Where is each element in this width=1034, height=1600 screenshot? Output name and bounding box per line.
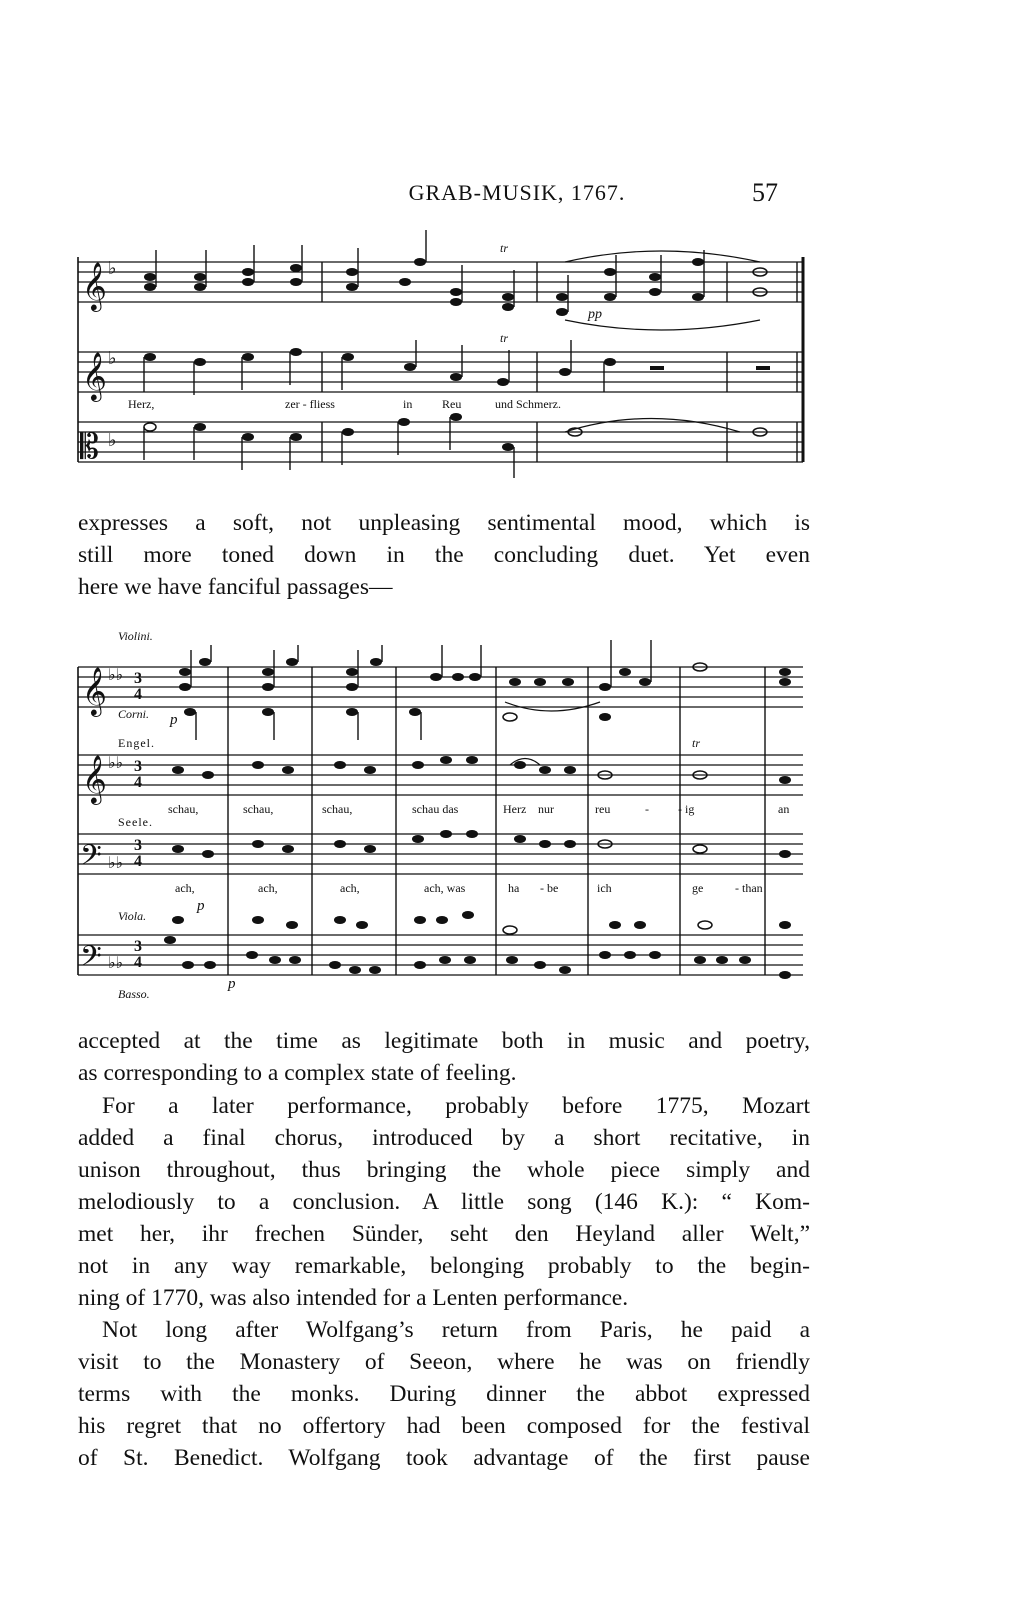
- text-line: here we have fanciful passages—: [78, 574, 393, 600]
- paragraph-2: [78, 1025, 810, 1089]
- text-line: added a final chorus, introduced by a short recitative, in: [78, 1125, 810, 1151]
- lyric: ach, was: [424, 881, 466, 895]
- text-line: his regret that no offertory had been composed for the festival: [78, 1413, 810, 1439]
- label-viola: Viola.: [118, 909, 147, 923]
- paragraph-3: [78, 1090, 810, 1314]
- score2-engel-lyrics: [168, 802, 789, 816]
- lyric: Herz: [503, 802, 527, 816]
- lyric: - ig: [678, 802, 695, 816]
- text-line: still more toned down in the concluding duet. Yet even: [78, 542, 810, 568]
- text-line: met her, ihr frechen Sünder, seht den Heyland aller Welt,”: [78, 1221, 810, 1247]
- text-line: ning of 1770, was also intended for a Lenten performance.: [78, 1285, 629, 1311]
- lyric: schau das: [412, 802, 459, 816]
- dynamic-mark: pp: [588, 307, 602, 322]
- svg-text:𝄞: 𝄞: [82, 754, 107, 803]
- lyric: Reu: [442, 397, 462, 411]
- svg-text:3: 3: [134, 670, 142, 687]
- lyric: ach,: [258, 881, 278, 895]
- text-line: not in any way remarkable, belonging probably to the begin-: [78, 1253, 810, 1279]
- lyric: in: [403, 397, 413, 411]
- svg-text:♭: ♭: [108, 430, 117, 450]
- lyric: ha: [508, 881, 520, 895]
- label-seele: Seele.: [118, 815, 153, 829]
- lyric: - than: [735, 881, 763, 895]
- text-line: melodiously to a conclusion. A little song (146 K.): “ Kom-: [78, 1189, 810, 1215]
- text-line: For a later performance, probably before 1775, Mozart: [102, 1093, 810, 1119]
- lyric: an: [778, 802, 790, 816]
- lyric: - be: [540, 881, 559, 895]
- lyric: ge: [692, 881, 704, 895]
- svg-text:𝄡: 𝄡: [80, 427, 99, 467]
- label-basso: Basso.: [118, 987, 150, 1001]
- svg-text:♭♭: ♭♭: [108, 755, 124, 772]
- text-line: terms with the monks. During dinner the abbot expressed: [78, 1381, 810, 1407]
- text-line: accepted at the time as legitimate both in music and poetry,: [78, 1028, 810, 1054]
- text-line: Not long after Wolfgang’s return from Paris, he paid a: [102, 1317, 810, 1343]
- svg-text:4: 4: [134, 853, 142, 870]
- svg-text:♭♭: ♭♭: [108, 667, 124, 684]
- text-line: expresses a soft, not unpleasing sentimental mood, which is: [78, 510, 810, 536]
- lyric: ich: [597, 881, 612, 895]
- lyric: schau,: [243, 802, 274, 816]
- paragraph-4: [78, 1314, 810, 1474]
- lyric: nur: [538, 802, 554, 816]
- label-violini: Violini.: [118, 629, 153, 643]
- lyric: Herz,: [128, 397, 155, 411]
- lyric: ach,: [340, 881, 360, 895]
- svg-text:♭: ♭: [108, 348, 117, 368]
- svg-text:𝄢: 𝄢: [80, 839, 102, 879]
- svg-text:4: 4: [134, 774, 142, 791]
- lyric: reu: [595, 802, 611, 816]
- label-corni: Corni.: [118, 707, 150, 721]
- label-engel: Engel.: [118, 736, 155, 750]
- lyric: und Schmerz.: [495, 397, 561, 411]
- text-line: of St. Benedict. Wolfgang took advantage of the first pause: [78, 1445, 810, 1471]
- lyric: -: [645, 802, 649, 816]
- svg-text:3: 3: [134, 938, 142, 955]
- svg-text:4: 4: [134, 954, 142, 971]
- text-line: unison throughout, thus bringing the whole piece simply and: [78, 1157, 810, 1183]
- lyric: schau,: [168, 802, 199, 816]
- lyric: zer - fliess: [285, 397, 335, 411]
- svg-text:4: 4: [134, 686, 142, 703]
- text-line: visit to the Monastery of Seeon, where he was on friendly: [78, 1349, 810, 1375]
- trill-mark: tr: [500, 241, 509, 255]
- svg-text:♭♭: ♭♭: [108, 955, 124, 972]
- lyric: schau,: [322, 802, 353, 816]
- score2-dynamics: [169, 712, 700, 992]
- svg-text:𝄞: 𝄞: [82, 666, 107, 715]
- lyric: ach,: [175, 881, 195, 895]
- dynamic-mark: p: [228, 976, 236, 992]
- svg-text:3: 3: [134, 758, 142, 775]
- svg-text:𝄢: 𝄢: [80, 940, 102, 980]
- dynamic-mark: p: [197, 898, 205, 914]
- trill-mark: tr: [500, 331, 509, 345]
- svg-text:♭: ♭: [108, 258, 117, 278]
- svg-text:𝄞: 𝄞: [82, 261, 107, 310]
- trill-mark: tr: [692, 736, 701, 750]
- score2-seele-lyrics: [175, 881, 763, 895]
- svg-text:♭♭: ♭♭: [108, 855, 124, 872]
- svg-text:𝄞: 𝄞: [82, 351, 107, 400]
- page-number: 57: [752, 178, 778, 207]
- dynamic-mark: p: [170, 712, 178, 728]
- svg-text:3: 3: [134, 837, 142, 854]
- text-line: as corresponding to a complex state of feeling.: [78, 1060, 517, 1086]
- running-title: GRAB-MUSIK, 1767.: [408, 180, 626, 205]
